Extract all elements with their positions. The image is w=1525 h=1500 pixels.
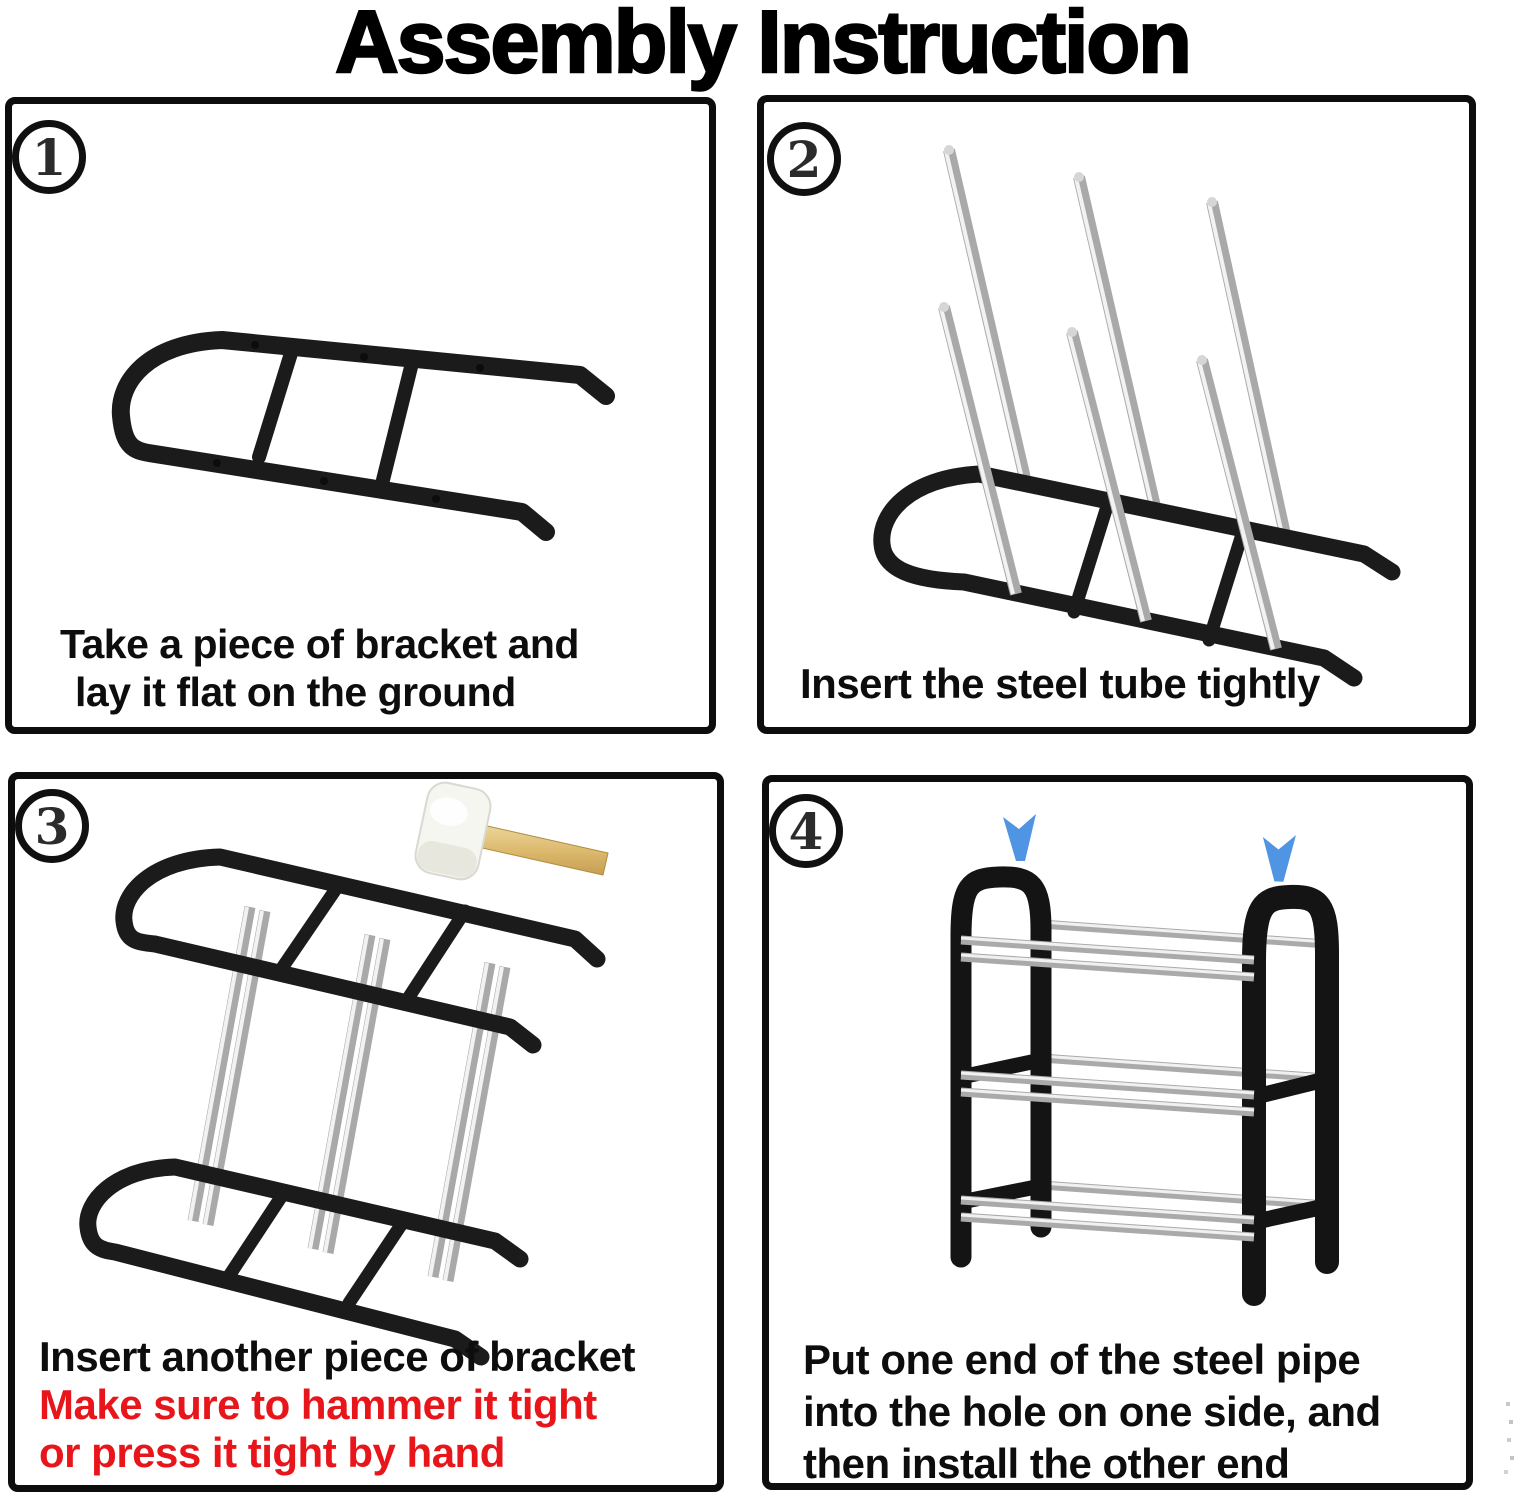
step-number-badge: [767, 122, 841, 196]
step-number: 2: [786, 129, 822, 189]
step-number: 4: [788, 801, 824, 861]
step-1-caption: Take a piece of bracket and lay it flat on the ground: [60, 621, 579, 715]
panel-step-4: [762, 775, 1473, 1490]
panel-step-2: [757, 95, 1476, 734]
step-2-caption: Insert the steel tube tightly: [800, 660, 1320, 707]
bracket-with-tubes-illustration: [764, 102, 1469, 727]
mallet-head: [412, 779, 494, 882]
step-3-caption: Insert another piece of bracket Make sure to hammer it tight or press it tight by hand: [39, 1333, 636, 1476]
step-number-badge: [15, 789, 89, 863]
down-arrow-icon: [1261, 834, 1296, 882]
page-title: Assembly Instruction: [335, 0, 1190, 91]
down-arrow-icon: [1003, 814, 1036, 861]
down-arrow-icons: [1003, 814, 1296, 882]
panel-step-1: [5, 97, 716, 734]
step-number-badge: [769, 794, 843, 868]
panel-step-3: [8, 772, 724, 1492]
rubber-mallet-icon: [412, 779, 608, 882]
step-number: 3: [34, 796, 70, 856]
right-side-frame: [1254, 897, 1327, 1294]
warning-line: Make sure to hammer it tight: [39, 1381, 597, 1428]
watermark-specks: [1506, 1402, 1510, 1406]
warning-line: or press it tight by hand: [39, 1429, 505, 1476]
step-4-caption: Put one end of the steel pipe into the hole on one side, and then install the other end: [803, 1336, 1381, 1487]
step-number: 1: [31, 127, 67, 187]
step-number-badge: [12, 120, 86, 194]
bracket-frame: [121, 340, 606, 532]
